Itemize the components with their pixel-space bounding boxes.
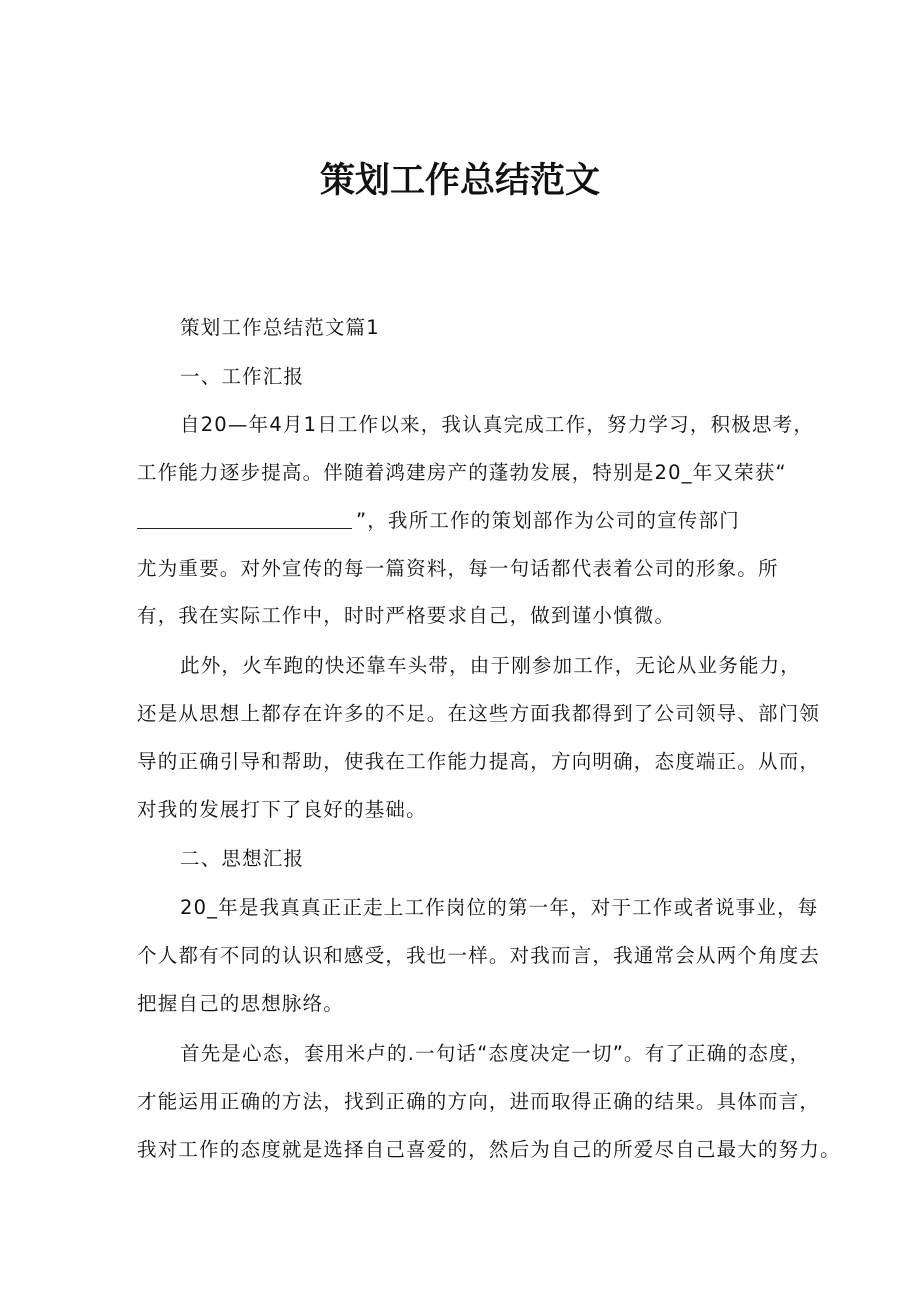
paragraph-line: 20_年是我真真正正走上工作岗位的第一年，对于工作或者说事业，每: [180, 896, 819, 919]
paragraph-line: [137, 507, 740, 535]
document-title: 策划工作总结范文: [319, 161, 600, 201]
paragraph-line: 自20—年4月1日工作以来，我认真完成工作，努力学习，积极思考，: [180, 413, 815, 436]
paragraph-line: 我对工作的态度就是选择自己喜爱的，然后为自己的所爱尽自己最大的努力。: [137, 1138, 841, 1161]
paragraph-line: 把握自己的思想脉络。: [137, 992, 345, 1015]
paragraph-line: 还是从思想上都存在许多的不足。在这些方面我都得到了公司领导、部门领: [137, 702, 821, 725]
paragraph-line: 此外，火车跑的快还靠车头带，由于刚参加工作，无论从业务能力，: [180, 654, 802, 677]
section-heading: 策划工作总结范文篇1: [180, 316, 380, 339]
fill-in-blank-line: [137, 510, 352, 529]
section-heading: 一、工作汇报: [180, 365, 305, 388]
paragraph-line: 才能运用正确的方法，找到正确的方向，进而取得正确的结果。具体而言，: [137, 1090, 821, 1113]
paragraph-line: 工作能力逐步提高。伴随着鸿建房产的蓬勃发展，特别是20_年又荣获“: [137, 461, 787, 484]
paragraph-line: 个人都有不同的认识和感受，我也一样。对我而言，我通常会从两个角度去: [137, 944, 821, 967]
paragraph-line: 有，我在实际工作中，时时严格要求自己，做到谨小慎微。: [137, 604, 676, 627]
paragraph-line-text: ”，我所工作的策划部作为公司的宣传部门: [356, 509, 740, 532]
paragraph-line: 首先是心态，套用米卢的.一句话“态度决定一切”。有了正确的态度，: [180, 1042, 811, 1065]
paragraph-line: 导的正确引导和帮助，使我在工作能力提高，方向明确，态度端正。从而，: [137, 750, 821, 773]
paragraph-line: 尤为重要。对外宣传的每一篇资料，每一句话都代表着公司的形象。所: [137, 557, 779, 580]
paragraph-line: 对我的发展打下了良好的基础。: [137, 798, 427, 821]
section-heading: 二、思想汇报: [180, 847, 305, 870]
